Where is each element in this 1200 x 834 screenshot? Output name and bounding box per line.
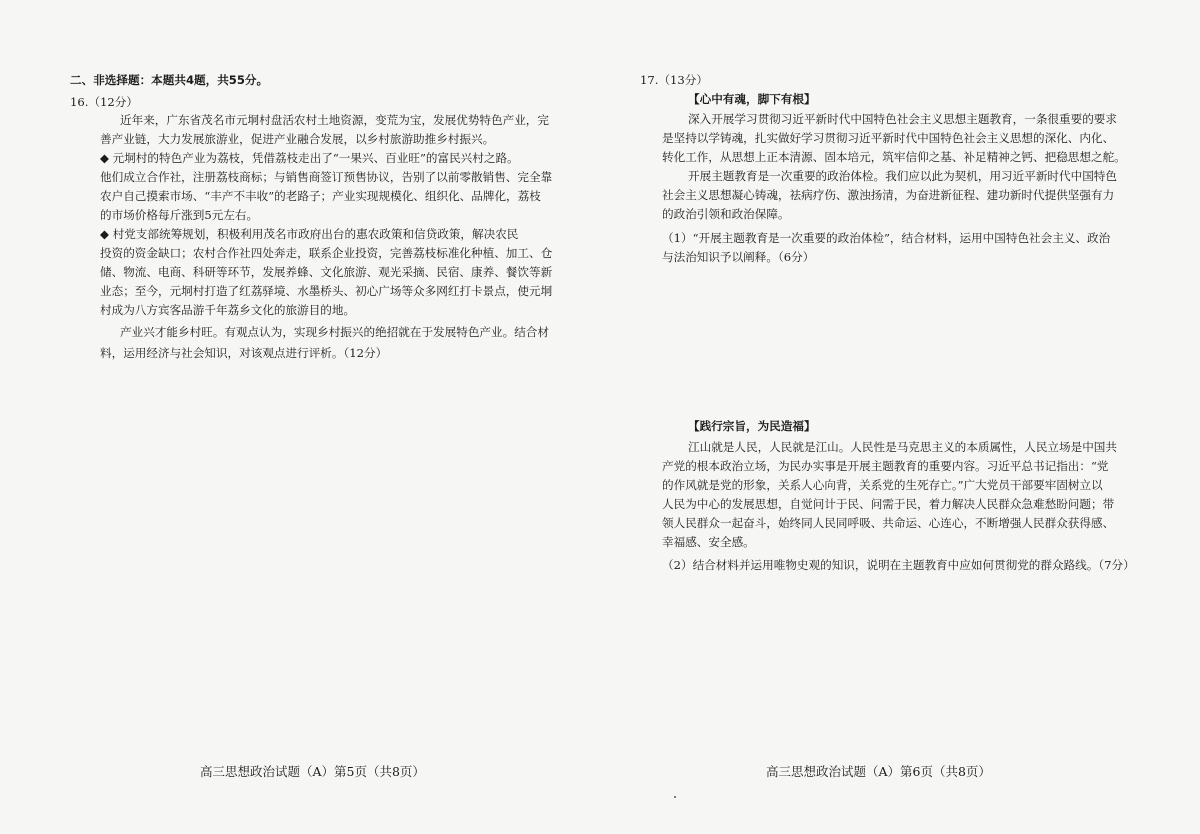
- exam-page-6: [640, 0, 1135, 834]
- q16-line: 农户自己摸索市场、“丰产不丰收”的老路子；产业实现规模化、组织化、品牌化，荔枝: [100, 189, 541, 203]
- q17-line: 江山就是人民，人民就是江山。人民性是马克思主义的本质属性，人民立场是中国共: [688, 440, 1117, 454]
- q17-sub-question-1: （1）“开展主题教育是一次重要的政治体检”，结合材料，运用中国特色社会主义、政治: [662, 231, 1111, 245]
- q16-line: 产业兴才能乡村旺。有观点认为，实现乡村振兴的绝招就在于发展特色产业。结合材: [120, 325, 549, 339]
- q17-line: 的政治引领和政治保障。: [662, 207, 790, 221]
- q16-line: 投资的资金缺口；农村合作社四处奔走，联系企业投资，完善荔枝标准化种植、加工、仓: [100, 246, 553, 260]
- q17-sub-question-1: 与法治知识予以阐释。（6分）: [662, 250, 815, 264]
- q16-line: 储、物流、电商、科研等环节，发展养蜂、文化旅游、观光采摘、民宿、康养、餐饮等新: [100, 265, 553, 279]
- q16-line: ◆ 元垌村的特色产业为荔枝，凭借荔枝走出了“一果兴、百业旺”的富民兴村之路。: [100, 151, 519, 165]
- question-17-number: 17.（13分）: [640, 73, 708, 87]
- q16-line: 他们成立合作社，注册荔枝商标；与销售商签订预售协议，告别了以前零散销售、完全靠: [100, 170, 553, 184]
- q16-line: 近年来，广东省茂名市元垌村盘活农村土地资源，变荒为宝，发展优势特色产业，完: [120, 113, 549, 127]
- q16-line: 的市场价格每斤涨到5元左右。: [100, 208, 259, 222]
- q17-line: 的作风就是党的形象，关系人心向背，关系党的生死存亡。”广大党员干部要牢固树立以: [662, 478, 1103, 492]
- scan-speck: [674, 796, 676, 798]
- exam-page-5: [70, 0, 553, 834]
- q17-line: 开展主题教育是一次重要的政治体检。我们应以此为契机，用习近平新时代中国特色: [688, 169, 1117, 183]
- question-16-number: 16.（12分）: [70, 95, 138, 109]
- q17-line: 是坚持以学铸魂，扎实做好学习贯彻习近平新时代中国特色社会主义思想的深化、内化、: [662, 131, 1115, 145]
- q17-line: 人民为中心的发展思想，自觉问计于民、问需于民，着力解决人民群众急难愁盼问题；带: [662, 497, 1115, 511]
- material-heading-1: 【心中有魂，脚下有根】: [688, 92, 816, 106]
- q16-line: 业态；至今，元垌村打造了红荔驿境、水墨桥头、初心广场等众多网红打卡景点，使元垌: [100, 284, 553, 298]
- q17-line: 转化工作，从思想上正本清源、固本培元，筑牢信仰之基、补足精神之钙、把稳思想之舵。: [662, 150, 1126, 164]
- section-title: 二、非选择题：本题共4题，共55分。: [70, 73, 269, 87]
- q17-line: 领人民群众一起奋斗，始终同人民同呼吸、共命运、心连心，不断增强人民群众获得感、: [662, 516, 1115, 530]
- q17-line: 幸福感、安全感。: [662, 535, 755, 549]
- q16-line: 善产业链，大力发展旅游业，促进产业融合发展，以乡村旅游助推乡村振兴。: [100, 132, 495, 146]
- q17-sub-question-2: （2）结合材料并运用唯物史观的知识，说明在主题教育中应如何贯彻党的群众路线。（7分）: [662, 558, 1135, 572]
- q17-line: 深入开展学习贯彻习近平新时代中国特色社会主义思想主题教育，一条很重要的要求: [688, 112, 1117, 126]
- q17-line: 社会主义思想凝心铸魂，祛病疗伤、激浊扬清，为奋进新征程、建功新时代提供坚强有力: [662, 188, 1115, 202]
- page-5-footer: 高三思想政治试题（A）第5页（共8页）: [200, 764, 425, 779]
- q16-line: 村成为八方宾客品游千年荔乡文化的旅游目的地。: [100, 303, 356, 317]
- q17-line: 产党的根本政治立场，为民办实事是开展主题教育的重要内容。习近平总书记指出：“党: [662, 459, 1109, 473]
- material-heading-2: 【践行宗旨，为民造福】: [688, 419, 816, 433]
- q16-line: ◆ 村党支部统筹规划，积极利用茂名市政府出台的惠农政策和信贷政策，解决农民: [100, 227, 519, 241]
- page-6-footer: 高三思想政治试题（A）第6页（共8页）: [766, 764, 991, 779]
- q16-line: 料，运用经济与社会知识，对该观点进行评析。（12分）: [100, 346, 388, 360]
